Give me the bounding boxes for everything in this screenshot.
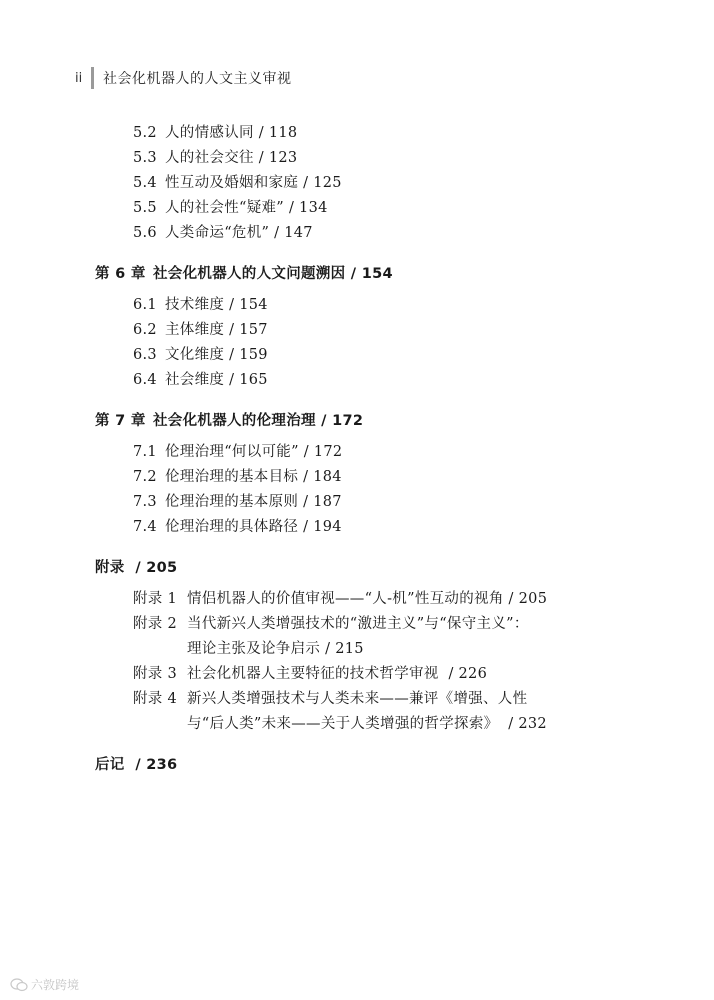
section-title: 伦理治理的基本原则 [165, 494, 299, 510]
chapter-number: 第 7 章 [95, 413, 146, 429]
section-number: 5.3 [133, 150, 157, 166]
section-number: 6.1 [133, 297, 157, 313]
toc-entry-6-1[interactable] [133, 295, 268, 315]
watermark [10, 976, 79, 993]
section-number: 7.4 [133, 519, 157, 535]
running-header [75, 66, 292, 90]
page-ref: / 154 [229, 297, 268, 313]
page-ref: / 232 [508, 716, 547, 732]
page-ref: / 159 [229, 347, 268, 363]
section-number: 5.2 [133, 125, 157, 141]
chapter-title: 社会化机器人的伦理治理 [153, 413, 316, 429]
section-number: 6.4 [133, 372, 157, 388]
appendix-item-title: 情侣机器人的价值审视——“人-机”性互动的视角 [187, 591, 504, 607]
toc-entry-5-4[interactable] [133, 173, 342, 193]
page-ref: / 184 [303, 469, 342, 485]
section-title: 社会维度 [165, 372, 225, 388]
section-number: 5.4 [133, 175, 157, 191]
section-title: 性互动及婚姻和家庭 [165, 175, 299, 191]
toc-appendix-2[interactable] [133, 614, 529, 634]
page-ref: / 236 [135, 757, 178, 773]
section-title: 伦理治理“何以可能” [165, 444, 299, 460]
section-title: 伦理治理的基本目标 [165, 469, 299, 485]
appendix-number: 附录 2 [133, 616, 178, 632]
toc-appendix-4-continued[interactable] [187, 714, 547, 734]
appendix-item-title-continued: 理论主张及论争启示 [187, 641, 321, 657]
section-number: 5.6 [133, 225, 157, 241]
watermark-text: 六敦跨境 [31, 978, 80, 992]
appendix-item-title: 新兴人类增强技术与人类未来——兼评《增强、人性 [187, 691, 528, 707]
section-title: 人的社会性“疑难” [165, 200, 285, 216]
toc-chapter-6[interactable] [95, 264, 393, 284]
toc-postscript[interactable] [95, 755, 177, 775]
chapter-title: 社会化机器人的人文问题溯因 [153, 266, 346, 282]
section-title: 文化维度 [165, 347, 225, 363]
page-ref: / 187 [303, 494, 342, 510]
page-ref: / 226 [448, 666, 488, 682]
book-title: 社会化机器人的人文主义审视 [103, 71, 292, 87]
page-ref: / 205 [508, 591, 548, 607]
wechat-logo-icon [10, 978, 28, 992]
toc-appendix-4[interactable] [133, 689, 527, 709]
page-ref: / 147 [274, 225, 313, 241]
section-number: 7.1 [133, 444, 157, 460]
header-divider-bar [91, 67, 94, 89]
appendix-number: 附录 4 [133, 691, 178, 707]
appendix-item-title: 社会化机器人主要特征的技术哲学审视 [187, 666, 439, 682]
appendix-item-title-continued: 与“后人类”未来——关于人类增强的哲学探索》 [187, 716, 499, 732]
page-ref: / 215 [325, 641, 364, 657]
chapter-number: 第 6 章 [95, 266, 146, 282]
toc-entry-7-2[interactable] [133, 467, 342, 487]
page-ref: / 172 [303, 444, 343, 460]
toc-entry-5-6[interactable] [133, 223, 313, 243]
page-ref: / 205 [135, 560, 178, 576]
toc-entry-5-5[interactable] [133, 198, 328, 218]
toc-entry-6-4[interactable] [133, 370, 268, 390]
section-title: 伦理治理的具体路径 [165, 519, 299, 535]
page-ref: / 134 [288, 200, 328, 216]
page-ref: / 123 [258, 150, 298, 166]
section-title: 人的社会交往 [165, 150, 254, 166]
postscript-title: 后记 [95, 757, 125, 773]
appendix-item-title: 当代新兴人类增强技术的“激进主义”与“保守主义”： [187, 616, 529, 632]
page-ref: / 165 [229, 372, 268, 388]
toc-entry-6-2[interactable] [133, 320, 268, 340]
toc-entry-7-1[interactable] [133, 442, 342, 462]
section-number: 6.3 [133, 347, 157, 363]
toc-appendix-3[interactable] [133, 664, 487, 684]
section-title: 人的情感认同 [165, 125, 254, 141]
section-title: 主体维度 [165, 322, 225, 338]
toc-appendix-1[interactable] [133, 589, 547, 609]
section-title: 技术维度 [165, 297, 225, 313]
section-number: 7.2 [133, 469, 157, 485]
page-ref: / 194 [303, 519, 342, 535]
page-ref: / 172 [321, 413, 364, 429]
page-ref: / 118 [258, 125, 298, 141]
appendix-number: 附录 3 [133, 666, 178, 682]
toc-entry-5-3[interactable] [133, 148, 297, 168]
page-ref: / 125 [303, 175, 342, 191]
toc-appendix-2-continued[interactable] [187, 639, 364, 659]
appendix-number: 附录 1 [133, 591, 178, 607]
toc-appendix[interactable] [95, 558, 177, 578]
page-ref: / 154 [350, 266, 393, 282]
section-title: 人类命运“危机” [165, 225, 270, 241]
page-ref: / 157 [229, 322, 268, 338]
toc-entry-7-4[interactable] [133, 517, 342, 537]
toc-entry-7-3[interactable] [133, 492, 342, 512]
appendix-title: 附录 [95, 560, 125, 576]
toc-chapter-7[interactable] [95, 411, 363, 431]
toc-entry-5-2[interactable] [133, 123, 297, 143]
section-number: 5.5 [133, 200, 157, 216]
section-number: 7.3 [133, 494, 157, 510]
section-number: 6.2 [133, 322, 157, 338]
toc-entry-6-3[interactable] [133, 345, 268, 365]
page-number: ii [75, 70, 83, 86]
